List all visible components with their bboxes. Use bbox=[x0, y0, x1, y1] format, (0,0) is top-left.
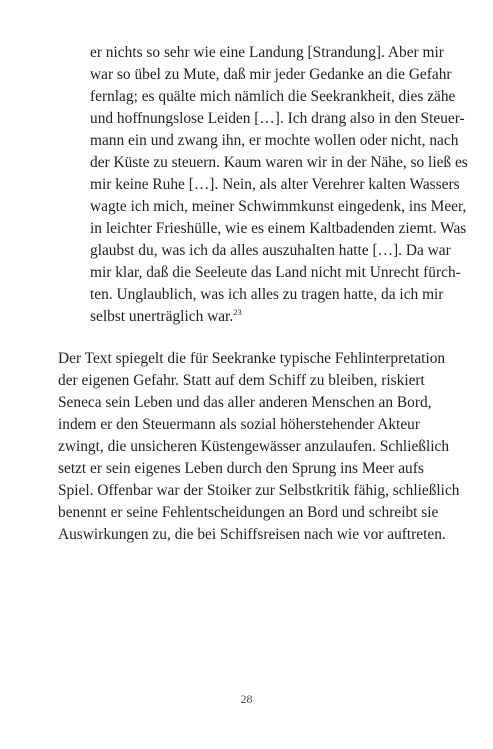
body-line: Der Text spiegelt die für Seekranke typische Fehlinterpretation bbox=[58, 350, 446, 367]
body-line: der eigenen Gefahr. Statt auf dem Schiff zu bleiben, riskiert bbox=[58, 372, 425, 389]
quote-line: ten. Unglaublich, was ich alles zu tragen hatte, da ich mir bbox=[90, 286, 444, 303]
body-line: setzt er sein eigenes Leben durch den Sprung ins Meer aufs bbox=[58, 460, 424, 477]
quote-last-line bbox=[90, 306, 415, 328]
page-number: 28 bbox=[240, 692, 253, 706]
body-line: Auswirkungen zu, die bei Schiffsreisen nach wie vor auftreten. bbox=[58, 526, 446, 543]
quote-line: fernlag; es quälte mich nämlich die Seekrankheit, dies zähe bbox=[90, 88, 456, 105]
quote-line: wagte ich mich, meiner Schwimmkunst eingedenk, ins Meer, bbox=[90, 198, 467, 215]
body-line: indem er den Steuermann als sozial höherstehender Akteur bbox=[58, 416, 420, 433]
body-line: Seneca sein Leben und das aller anderen Menschen an Bord, bbox=[58, 394, 432, 411]
quote-line: in leichter Frieshülle, wie es einem Kaltbadenden ziemt. Was bbox=[90, 220, 467, 237]
body-line: benennt er seine Fehlentscheidungen an Bord und schreibt sie bbox=[58, 504, 439, 521]
quote-line: mir keine Ruhe […]. Nein, als alter Verehrer kalten Wassers bbox=[90, 176, 460, 193]
quote-line: der Küste zu steuern. Kaum waren wir in der Nähe, so ließ es bbox=[90, 154, 468, 171]
quote-line: war so übel zu Mute, daß mir jeder Gedanke an die Gefahr bbox=[90, 66, 452, 83]
body-line: Spiel. Offenbar war der Stoiker zur Selbstkritik fähig, schließlich bbox=[58, 482, 460, 499]
quote-line: glaubst du, was ich da alles auszuhalten hatte […]. Da war bbox=[90, 242, 451, 259]
footnote-reference[interactable]: 23 bbox=[233, 307, 242, 317]
quote-line: mann ein und zwang ihn, er mochte wollen oder nicht, nach bbox=[90, 132, 459, 149]
quote-line: mir klar, daß die Seeleute das Land nicht mit Unrecht fürch- bbox=[90, 264, 461, 281]
quote-line: und hoffnungslose Leiden […]. Ich drang also in den Steuer- bbox=[90, 110, 465, 127]
quote-line: selbst unerträglich war. bbox=[90, 308, 234, 325]
quote-line: er nichts so sehr wie eine Landung [Strandung]. Aber mir bbox=[90, 44, 444, 61]
body-line: zwingt, die unsicheren Küstengewässer anzulaufen. Schließlich bbox=[58, 438, 450, 455]
